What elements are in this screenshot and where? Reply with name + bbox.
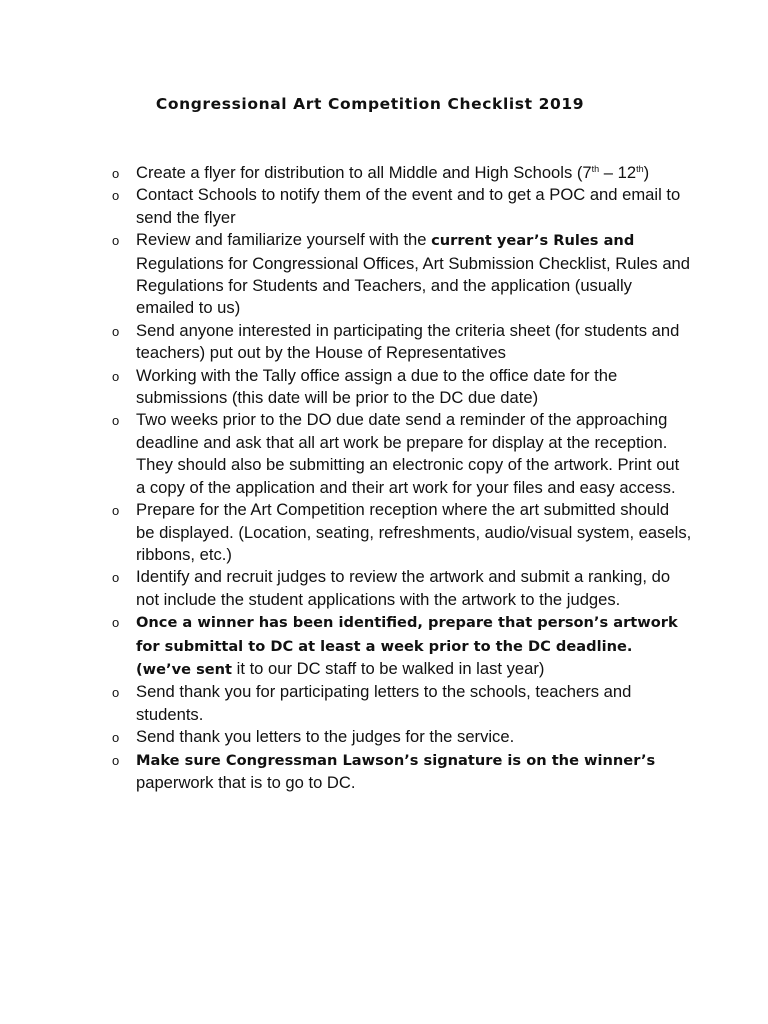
checklist-item-contact-schools: o Contact Schools to notify them of the event and to get a POC and email to send the flyer	[112, 185, 681, 227]
checklist-item-review-rules: o Review and familiarize yourself with the current year’s Rules and Regulations for Congressional Offices, Art Submission Checklist, Rules and Regulations for Students and Teachers, and the application (usually emailed to us)	[112, 230, 691, 318]
bullet-icon: o	[112, 752, 120, 768]
document-title: Congressional Art Competition Checklist 2019	[155, 95, 585, 113]
bullet-icon: o	[112, 368, 120, 384]
bullet-icon: o	[112, 166, 120, 181]
checklist-item-send-criteria: o Send anyone interested in participating the criteria sheet (for students and teachers) put out by the House of Representatives	[112, 320, 680, 363]
bullet-icon: o	[112, 615, 120, 631]
bullet-icon: o	[112, 685, 120, 701]
checklist-item-reminder: o Two weeks prior to the DO due date send a reminder of the approaching deadline and ask that all art work be prepare for display at the reception. They should also be submitting an electronic copy of the artwork. Print out a copy of the application and their art work for your files and easy access.	[112, 410, 680, 497]
bullet-icon: o	[112, 413, 120, 429]
checklist-item-signature: o Make sure Congressman Lawson’s signature is on the winner’s paperwork that is to go to DC.	[112, 751, 656, 792]
bullet-icon: o	[112, 730, 120, 746]
checklist-item-reception: o Prepare for the Art Competition reception where the art submitted should be displayed. (Location, seating, refreshments, audio/visual system, easels, ribbons, etc.)	[112, 500, 692, 564]
bullet-icon: o	[112, 323, 120, 339]
bullet-icon: o	[112, 188, 120, 204]
checklist-item-thank-schools: o Send thank you for participating letters to the schools, teachers and students.	[112, 682, 632, 724]
bullet-icon: o	[112, 503, 120, 519]
checklist	[112, 162, 692, 794]
bullet-icon: o	[112, 570, 120, 586]
checklist-item-judges: o Identify and recruit judges to review the artwork and submit a ranking, do not include the student applications with the artwork to the judges.	[112, 567, 671, 609]
checklist-item-thank-judges: o Send thank you letters to the judges for the service.	[112, 726, 692, 748]
checklist-item-due-date: o Working with the Tally office assign a due to the office date for the submissions (this date will be prior to the DC due date)	[112, 365, 618, 408]
checklist-item-flyer: o Create a flyer for distribution to all Middle and High Schools (7th – 12th)	[112, 162, 692, 184]
checklist-item-winner: o Once a winner has been identified, prepare that person’s artwork for submittal to DC at least a week prior to the DC deadline. (we’ve sent it to our DC staff to be walked in last year)	[112, 614, 678, 678]
bullet-icon: o	[112, 233, 120, 249]
